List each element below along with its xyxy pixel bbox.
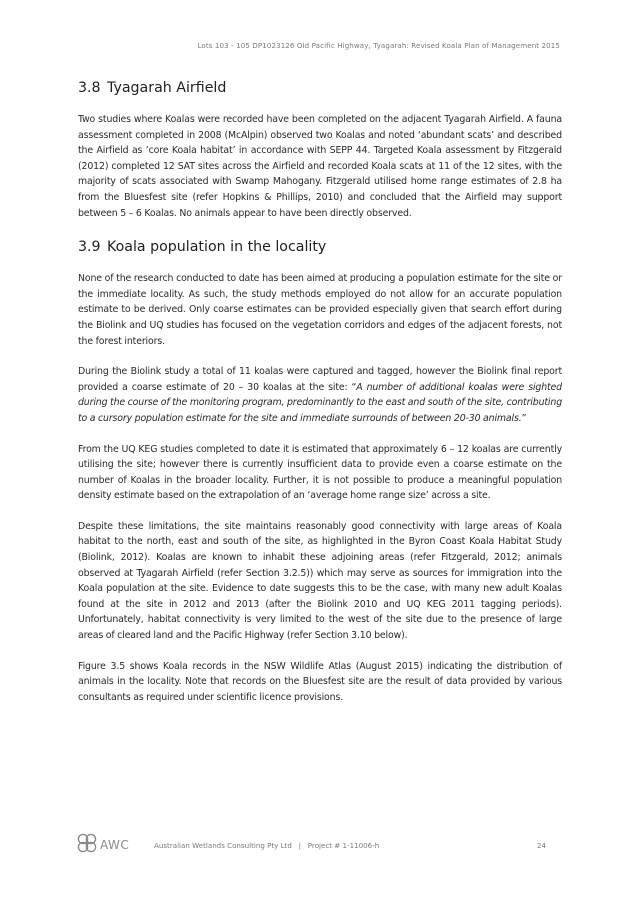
page-footer xyxy=(76,829,562,861)
section-title: Tyagarah Airfield xyxy=(107,80,227,96)
section-number: 3.9 xyxy=(78,239,101,256)
paragraph-biolink xyxy=(78,364,562,426)
biolink-quote: A number of additional koalas were sighted during the course of the monitoring program, predominantly to the east and south of the site, contributing to a cursory population estimate for the site and immediate surrounds of between 20-30 animals. xyxy=(78,381,562,424)
page-number: 24 xyxy=(536,841,546,850)
paragraph-connectivity: Despite these limitations, the site maintains reasonably good connectivity with large areas of Koala habitat to the north, east and south of the site, as highlighted in the Byron Coast Koala Habitat Study (Biolink, 2012). Koalas are known to inhabit these adjoining areas (refer Fitzgerald, 2012; animals observed at Tyagarah Airfield (refer Section 3.2.5)) which may serve as sources for immigration into the Koala population at the site. Evidence to date suggests this to be the case, with many new adult Koalas found at the site in 2012 and 2013 (after the Biolink 2010 and UQ KEG 2011 tagging periods). Unfortunately, habitat connectivity is very limited to the west of the site due to the presence of large areas of cleared land and the Pacific Highway (refer Section 3.10 below). xyxy=(78,520,562,642)
section-title: Koala population in the locality xyxy=(107,239,327,256)
quote-close: ” xyxy=(521,412,527,424)
section-number: 3.8 xyxy=(78,80,101,96)
paragraph-airfield: Two studies where Koalas were recorded have been completed on the adjacent Tyagarah Airfield. A fauna assessment completed in 2008 (McAlpin) observed two Koalas and noted ‘abundant scats’ and described the Airfield as ‘core Koala habitat’ in accordance with SEPP 44. Targeted Koala assessment by Fitzgerald (2012) completed 12 SAT sites across the Airfield and recorded Koala scats at 11 of the 12 sites, with the majority of scats associated with Swamp Mahogany. Fitzgerald utilised home range estimates of 2.8 ha from the Bluesfest site (refer Hopkins & Phillips, 2010) and concluded that the Airfield may support between 5 – 6 Koalas. No animals appear to have been directly observed. xyxy=(78,114,562,219)
paragraph-research: None of the research conducted to date has been aimed at producing a population estimate for the site or the immediate locality. As such, the study methods employed do not allow for an accurate population estimate to be derived. Only coarse estimates can be provided especially given that search effort during the Biolink and UQ studies has focused on the vegetation corridors and edges of the adjacent forests, not the forest interiors. xyxy=(78,273,562,347)
footer-separator: | xyxy=(298,841,302,850)
page-content xyxy=(78,76,562,705)
company-name: Australian Wetlands Consulting Pty Ltd xyxy=(154,841,292,850)
project-number: Project # 1-11006-h xyxy=(307,841,380,850)
footer-company-line xyxy=(154,841,379,850)
paragraph-biolink-lead: During the Biolink study a total of 11 koalas were captured and tagged, however the Biolink final report provided a coarse estimate of 20 – 30 koalas at the site: “ xyxy=(78,366,562,393)
awc-logo-icon xyxy=(76,832,98,854)
section-heading-3-9 xyxy=(78,235,562,259)
paragraph-uq-keg: From the UQ KEG studies completed to date it is estimated that approximately 6 – 12 koalas are currently utilising the site; however there is currently insufficient data to provide even a coarse estimate on the number of Koalas in the broader locality. Further, it is not possible to produce a meaningful population density estimate based on the extrapolation of an ‘average home range size’ across a site. xyxy=(78,443,562,502)
paragraph-figure-ref: Figure 3.5 shows Koala records in the NSW Wildlife Atlas (August 2015) indicating the distribution of animals in the locality. Note that records on the Bluesfest site are the result of data provided by various consultants as required under scientific licence provisions. xyxy=(78,660,562,703)
running-header: Lots 103 - 105 DP1023126 Old Pacific Highway, Tyagarah: Revised Koala Plan of Management 2015 xyxy=(197,41,560,50)
logo-wordmark: AWC xyxy=(100,838,130,852)
section-heading-3-8 xyxy=(78,76,562,100)
